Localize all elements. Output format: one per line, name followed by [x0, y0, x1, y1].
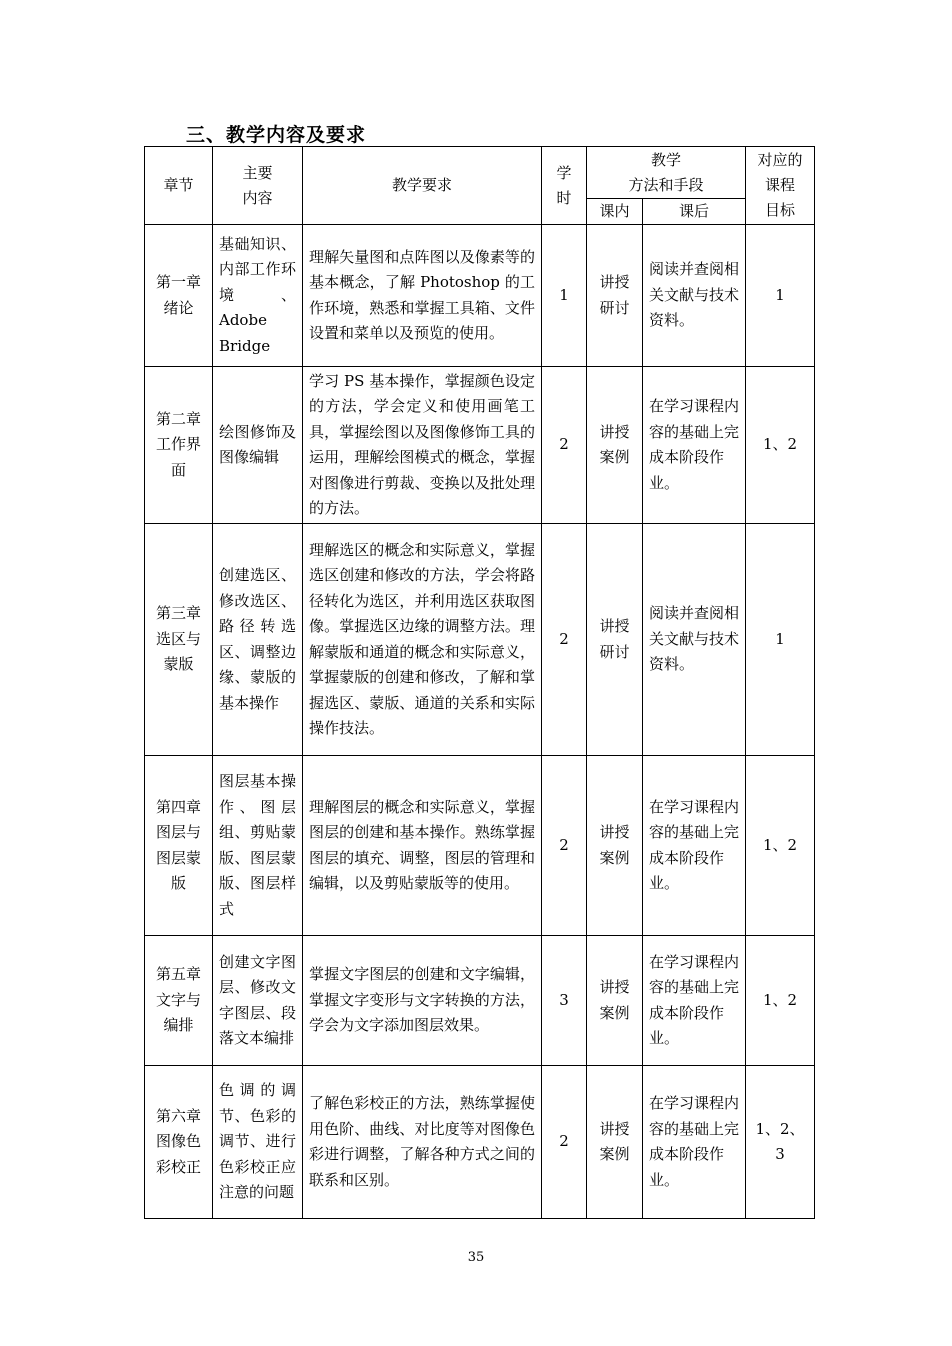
table-row: [145, 936, 815, 1066]
content-cell: 创建选区、修改选区、路径转选区、调整边缘、蒙版的基本操作: [213, 524, 303, 756]
after-class-cell: 阅读并查阅相关文献与技术资料。: [643, 524, 746, 756]
header-hours: 学 时: [542, 147, 587, 225]
objective-cell: 1: [746, 524, 815, 756]
header-in-class: 课内: [587, 199, 643, 225]
requirements-cell: 学习 PS 基本操作，掌握颜色设定的方法，学会定义和使用画笔工具，掌握绘图以及图像修饰工具的运用，理解绘图模式的概念，掌握对图像进行剪裁、变换以及批处理的方法。: [303, 367, 542, 524]
requirements-cell: 理解选区的概念和实际意义，掌握选区创建和修改的方法，学会将路径转化为选区，并利用选区获取图像。掌握选区边缘的调整方法。理解蒙版和通道的概念和实际意义，掌握蒙版的创建和修改，了解和掌握选区、蒙版、通道的关系和实际操作技法。: [303, 524, 542, 756]
header-chapter: 章节: [145, 147, 213, 225]
in-class-cell: 讲授 案例: [587, 936, 643, 1066]
section-heading: 三、教学内容及要求: [186, 124, 367, 146]
content-cell: 绘图修饰及图像编辑: [213, 367, 303, 524]
header-objectives: 对应的 课程 目标: [746, 147, 815, 225]
objective-cell: 1、2、3: [746, 1066, 815, 1219]
after-class-cell: 在学习课程内容的基础上完成本阶段作业。: [643, 756, 746, 936]
header-methods: 教学 方法和手段: [587, 147, 746, 199]
in-class-cell: 讲授 研讨: [587, 524, 643, 756]
content-cell: 图层基本操作、图层组、剪贴蒙版、图层蒙版、图层样式: [213, 756, 303, 936]
header-row: [145, 147, 815, 199]
header-main-content: 主要 内容: [213, 147, 303, 225]
in-class-cell: 讲授 研讨: [587, 225, 643, 367]
after-class-cell: 在学习课程内容的基础上完成本阶段作业。: [643, 1066, 746, 1219]
requirements-cell: 理解图层的概念和实际意义，掌握图层的创建和基本操作。熟练掌握图层的填充、调整，图层的管理和编辑，以及剪贴蒙版等的使用。: [303, 756, 542, 936]
hours-cell: 2: [542, 756, 587, 936]
requirements-cell: 理解矢量图和点阵图以及像素等的基本概念，了解 Photoshop 的工作环境，熟悉和掌握工具箱、文件设置和菜单以及预览的使用。: [303, 225, 542, 367]
objective-cell: 1、2: [746, 756, 815, 936]
hours-cell: 3: [542, 936, 587, 1066]
table-row: [145, 225, 815, 367]
hours-cell: 1: [542, 225, 587, 367]
table-row: [145, 367, 815, 524]
content-cell: 色调的调节、色彩的调节、进行色彩校正应注意的问题: [213, 1066, 303, 1219]
after-class-cell: 阅读并查阅相关文献与技术资料。: [643, 225, 746, 367]
chapter-cell: 第三章 选区与 蒙版: [145, 524, 213, 756]
requirements-cell: 了解色彩校正的方法，熟练掌握使用色阶、曲线、对比度等对图像色彩进行调整，了解各种方式之间的联系和区别。: [303, 1066, 542, 1219]
content-cell: 创建文字图层、修改文字图层、段落文本编排: [213, 936, 303, 1066]
content-cell: 基础知识、内部工作环境、Adobe Bridge: [213, 225, 303, 367]
chapter-cell: 第一章 绪论: [145, 225, 213, 367]
hours-cell: 2: [542, 367, 587, 524]
page-number: 35: [467, 1250, 485, 1265]
in-class-cell: 讲授 案例: [587, 367, 643, 524]
after-class-cell: 在学习课程内容的基础上完成本阶段作业。: [643, 367, 746, 524]
table-row: [145, 756, 815, 936]
after-class-cell: 在学习课程内容的基础上完成本阶段作业。: [643, 936, 746, 1066]
header-after-class: 课后: [643, 199, 746, 225]
chapter-cell: 第六章 图像色 彩校正: [145, 1066, 213, 1219]
hours-cell: 2: [542, 524, 587, 756]
syllabus-table: [144, 146, 815, 1219]
chapter-cell: 第二章 工作界 面: [145, 367, 213, 524]
table-row: [145, 1066, 815, 1219]
header-requirements: 教学要求: [303, 147, 542, 225]
table-row: [145, 524, 815, 756]
objective-cell: 1、2: [746, 936, 815, 1066]
objective-cell: 1、2: [746, 367, 815, 524]
chapter-cell: 第五章 文字与 编排: [145, 936, 213, 1066]
objective-cell: 1: [746, 225, 815, 367]
in-class-cell: 讲授 案例: [587, 1066, 643, 1219]
hours-cell: 2: [542, 1066, 587, 1219]
chapter-cell: 第四章 图层与 图层蒙 版: [145, 756, 213, 936]
requirements-cell: 掌握文字图层的创建和文字编辑，掌握文字变形与文字转换的方法，学会为文字添加图层效果。: [303, 936, 542, 1066]
in-class-cell: 讲授 案例: [587, 756, 643, 936]
